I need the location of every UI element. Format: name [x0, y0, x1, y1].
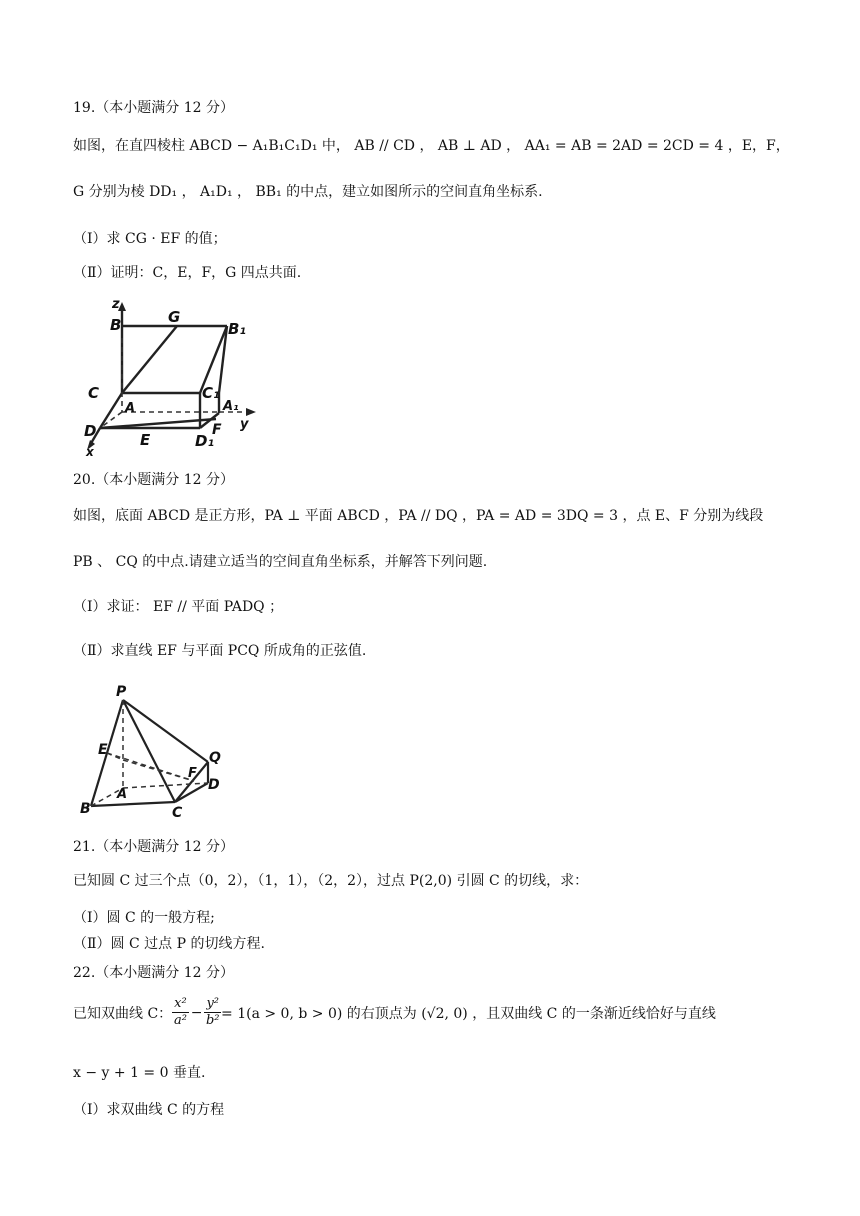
q20-stem-line1: 如图，底面 ABCD 是正方形，PA ⊥ 平面 ABCD ，PA // DQ ，PA = AD = 3DQ = 3 ，点 E、F 分别为线段 [73, 508, 764, 524]
label-C1: C₁ [202, 384, 220, 402]
label-E: E [140, 431, 151, 449]
q22-stem-rest: = 1(a > 0, b > 0) 的右顶点为 (√2, 0) ，且双曲线 C 的一条渐近线恰好与直线 [221, 1005, 716, 1022]
label-D: D [84, 422, 97, 440]
fraction-x2-a2: $\frac{\text{x²}}{\text{a²}}$ [173, 996, 187, 1028]
label-z: z [112, 297, 120, 312]
label-y: y [240, 417, 249, 432]
q20-pyramid-figure [78, 676, 238, 826]
q21-header: 21.（本小题满分 12 分） [73, 839, 234, 855]
label-G: G [168, 308, 181, 326]
label-D1: D₁ [195, 432, 215, 450]
q22-header: 22.（本小题满分 12 分） [73, 965, 234, 981]
q19-stem-line1: 如图，在直四棱柱 ABCD − A₁B₁C₁D₁ 中， AB // CD ， AB ⊥ AD ， AA₁ = AB = 2AD = 2CD = 4 ，E，F， [73, 138, 790, 154]
q19-part2: （Ⅱ）证明：C，E，F，G 四点共面. [73, 265, 302, 281]
q20-stem-line2: PB 、 CQ 的中点.请建立适当的空间直角坐标系，并解答下列问题. [73, 554, 488, 570]
label-B: B [80, 801, 91, 817]
label-C: C [172, 805, 183, 821]
q21-part1: （Ⅰ）圆 C 的一般方程; [73, 910, 215, 926]
minus-sign: − [190, 1004, 203, 1021]
label-C: C [88, 384, 100, 402]
q19-prism-figure [70, 288, 270, 460]
q20-part1: （Ⅰ）求证： EF // 平面 PADQ ； [73, 599, 284, 615]
q20-header: 20.（本小题满分 12 分） [73, 472, 234, 488]
q21-part2: （Ⅱ）圆 C 过点 P 的切线方程. [73, 936, 265, 952]
label-P: P [116, 684, 127, 700]
q22-stem-intro: 已知双曲线 C： [73, 1005, 173, 1022]
q22-stem-line1 [73, 996, 716, 1029]
label-Q: Q [209, 750, 221, 766]
label-x: x [86, 445, 94, 459]
label-B1: B₁ [228, 320, 247, 338]
fraction-y2-b2: $\frac{\text{y²}}{\text{b²}}$ [205, 996, 220, 1028]
label-A: A [125, 401, 136, 416]
label-F: F [212, 422, 222, 438]
q19-header: 19.（本小题满分 12 分） [73, 100, 234, 116]
label-B: B [110, 316, 122, 334]
q19-stem-line2: G 分别为棱 DD₁ ， A₁D₁ ， BB₁ 的中点，建立如图所示的空间直角坐标系. [73, 184, 543, 200]
label-A1: A₁ [223, 399, 239, 414]
q22-stem-line2: x − y + 1 = 0 垂直. [73, 1065, 206, 1081]
label-A: A [117, 787, 128, 802]
label-F: F [188, 766, 197, 781]
label-D: D [208, 777, 220, 793]
q22-part1: （Ⅰ）求双曲线 C 的方程 [73, 1102, 225, 1118]
label-E: E [98, 742, 108, 758]
q19-part1: （Ⅰ）求 CG · EF 的值； [73, 231, 227, 247]
q21-stem: 已知圆 C 过三个点（0，2），（1，1），（2，2），过点 P(2,0) 引圆 C 的切线，求： [73, 873, 589, 889]
q20-part2: （Ⅱ）求直线 EF 与平面 PCQ 所成角的正弦值. [73, 643, 367, 659]
